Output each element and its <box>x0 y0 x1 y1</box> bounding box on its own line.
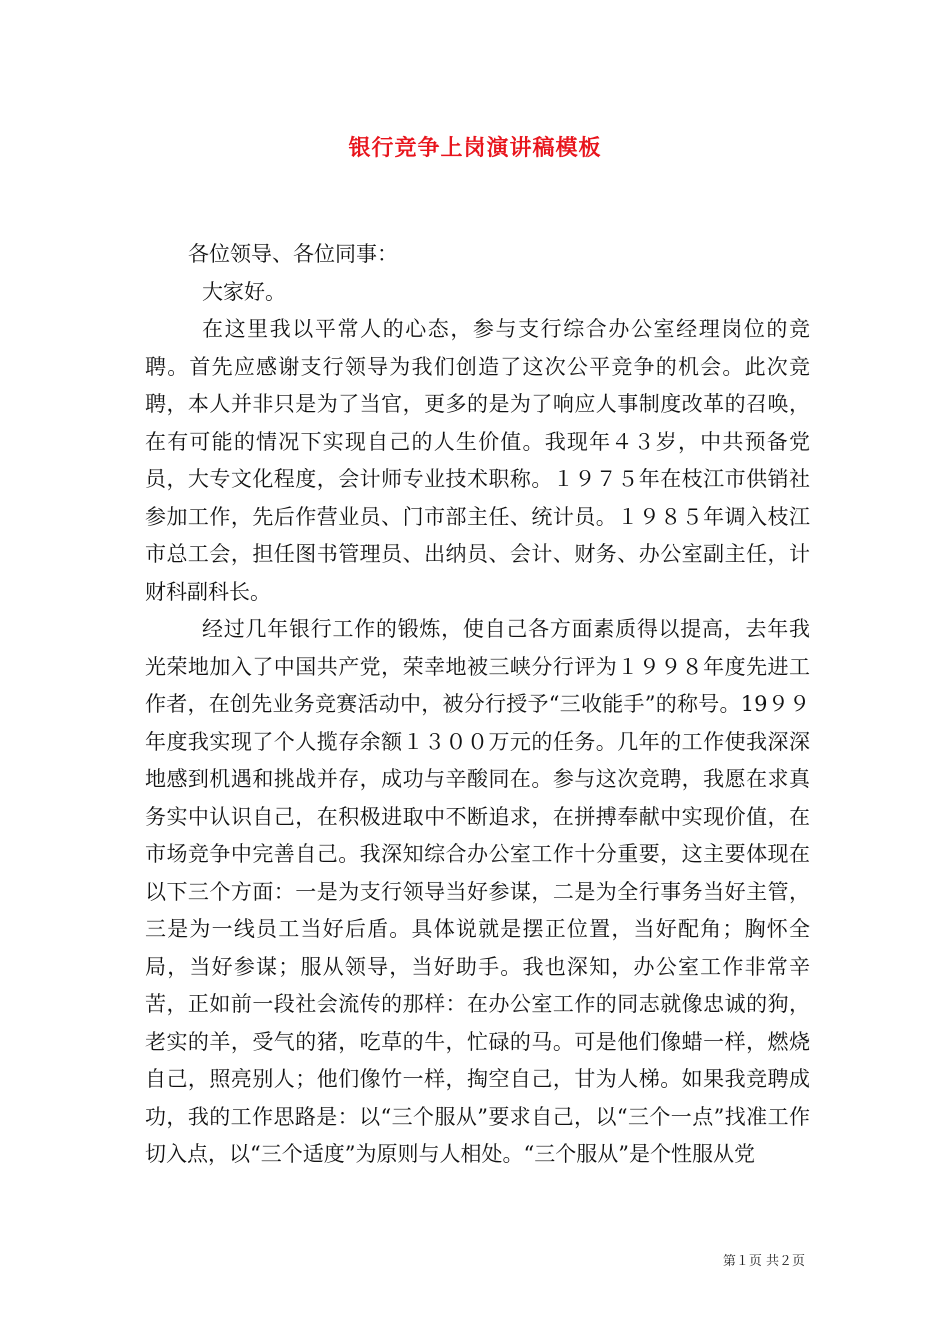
paragraph-2: 经过几年银行工作的锻炼，使自己各方面素质得以提高，去年我光荣地加入了中国共产党，荣幸地被三峡分行评为１９９８年度先进工作者，在创先业务竞赛活动中，被分行授予“三收能手”的称号。19９９年度我实现了个人揽存余额１３００万元的任务。几年的工作使我深深地感到机遇和挑战并存，成功与辛酸同在。参与这次竞聘，我愿在求真务实中认识自己，在积极进取中不断追求，在拼搏奉献中实现价值，在市场竞争中完善自己。我深知综合办公室工作十分重要，这主要体现在以下三个方面：一是为支行领导当好参谋，二是为全行事务当好主管，三是为一线员工当好后盾。具体说就是摆正位置，当好配角；胸怀全局，当好参谋；服从领导，当好助手。我也深知，办公室工作非常辛苦，正如前一段社会流传的那样：在办公室工作的同志就像忠诚的狗，老实的羊，受气的猪，吃草的牛，忙碌的马。可是他们像蜡一样，燃烧自己，照亮别人；他们像竹一样，掏空自己，甘为人梯。如果我竞聘成功，我的工作思路是：以“三个服从”要求自己，以“三个一点”找准工作切入点，以“三个适度”为原则与人相处。“三个服从”是个性服从党 <box>145 617 810 1166</box>
paragraph-1: 在这里我以平常人的心态，参与支行综合办公室经理岗位的竞聘。首先应感谢支行领导为我们创造了这次公平竞争的机会。此次竞聘，本人并非只是为了当官，更多的是为了响应人事制度改革的召唤，在有可能的情况下实现自己的人生价值。我现年４３岁，中共预备党员，大专文化程度，会计师专业技术职称。１９７５年在枝江市供销社参加工作，先后作营业员、门市部主任、统计员。１９８５年调入枝江市总工会，担任图书管理员、出纳员、会计、财务、办公室副主任，计财科副科长。 <box>145 317 810 604</box>
greeting: 大家好。 <box>202 279 286 304</box>
page-number-footer: 第１页 共２页 <box>722 1254 805 1269</box>
salutation: 各位领导、各位同事： <box>188 242 398 266</box>
document-title: 银行竞争上岗演讲稿模板 <box>348 135 602 161</box>
document-body <box>145 236 810 1174</box>
